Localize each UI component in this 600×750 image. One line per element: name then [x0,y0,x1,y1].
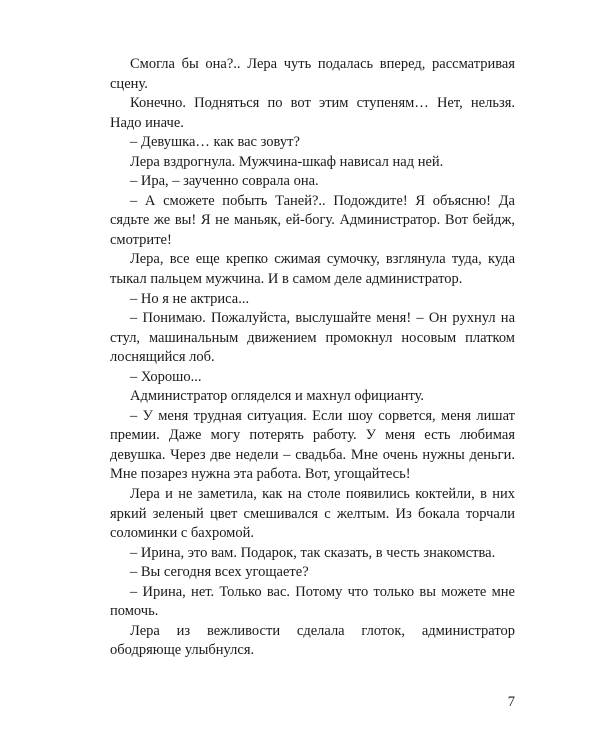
paragraph: – Ирина, нет. Только вас. Потому что только вы можете мне помочь. [110,583,515,620]
paragraph: – Но я не актриса... [130,290,250,307]
paragraph: Лера вздрогнула. Мужчина-шкаф нависал над ней. [130,153,444,170]
paragraph: Лера, все еще крепко сжимая сумочку, взглянула туда, куда тыкал пальцем мужчина. И в самом деле администратор. [110,251,515,288]
paragraph: – Девушка… как вас зовут? [130,134,300,151]
page-number: 7 [507,694,515,710]
paragraph: Конечно. Подняться по вот этим ступеням… Нет, нельзя. Надо иначе. [110,95,515,131]
paragraph: – Ира, – заученно соврала она. [130,173,319,190]
paragraph: Лера из вежливости сделала глоток, администратор ободряюще улыбнулся. [110,622,515,659]
paragraph: Лера и не заметила, как на столе появились коктейли, в них яркий зеленый цвет смешивался с желтым. Из бокала торчали соломинки с бахромой. [110,486,515,542]
paragraph: – У меня трудная ситуация. Если шоу сорвется, меня лишат премии. Даже могу потерять работу. У меня есть любимая девушка. Через две недели – свадьба. Мне очень нужны деньги. Мне позарез нужна эта работа. Вот, угощайтесь! [110,407,515,483]
page-body [110,55,515,661]
paragraph: – Вы сегодня всех угощаете? [130,564,309,581]
paragraph: – Хорошо... [130,368,202,385]
paragraph: – Понимаю. Пожалуйста, выслушайте меня! – Он рухнул на стул, машинальным движением промокнул носовым платком лоснящийся лоб. [110,310,515,366]
paragraph: – А сможете побыть Таней?.. Подождите! Я объясню! Да сядьте же вы! Я не маньяк, ей-богу. Администратор. Вот бейдж, смотрите! [110,192,515,248]
paragraph: – Ирина, это вам. Подарок, так сказать, в честь знакомства. [130,544,496,561]
paragraph: Смогла бы она?.. Лера чуть подалась вперед, рассматривая сцену. [110,56,515,92]
paragraph: Администратор огляделся и махнул официанту. [130,388,425,405]
